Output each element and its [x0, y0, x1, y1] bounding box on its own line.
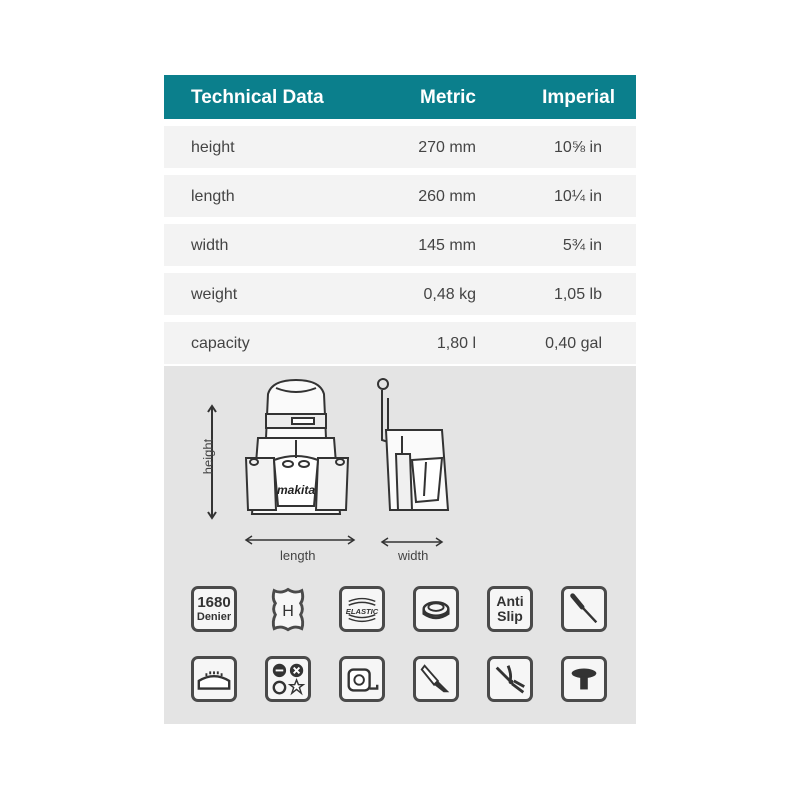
table-row	[164, 322, 636, 364]
row-metric-value: 145 mm	[418, 237, 476, 254]
row-metric-value: 260 mm	[418, 188, 476, 205]
anti-slip-icon	[487, 586, 533, 632]
screwdriver-icon	[561, 586, 607, 632]
width-label: width	[398, 548, 429, 563]
dimensions-and-features-panel	[164, 366, 636, 724]
table-header	[164, 75, 636, 119]
anti-slip-line2: Slip	[497, 608, 523, 624]
anti-slip-line1: Anti	[496, 593, 524, 609]
table-row	[164, 273, 636, 315]
row-metric-value: 0,48 kg	[423, 286, 476, 303]
technical-data-table	[164, 75, 636, 364]
header-imperial: Imperial	[542, 87, 615, 108]
row-imperial-value: 10¼ in	[553, 188, 602, 205]
height-label: height	[200, 438, 216, 475]
row-imperial-value: 1,05 lb	[553, 286, 602, 303]
row-imperial-value: 10⅝ in	[553, 139, 602, 156]
pouch-side-view	[372, 370, 472, 550]
pliers-icon	[487, 656, 533, 702]
knife-icon	[413, 656, 459, 702]
bit-holder-icon	[265, 656, 311, 702]
row-imperial-value: 0,40 gal	[545, 335, 602, 352]
leather-letter: H	[282, 601, 294, 620]
row-label: width	[191, 237, 229, 254]
header-metric: Metric	[420, 87, 476, 108]
leather-icon	[265, 586, 311, 632]
denier-unit: Denier	[196, 611, 232, 623]
row-label: weight	[191, 286, 238, 303]
ring-icon	[413, 586, 459, 632]
table-row	[164, 175, 636, 217]
denier-value: 1680	[197, 594, 231, 611]
table-row	[164, 126, 636, 168]
table-row	[164, 224, 636, 266]
tape-measure-icon	[339, 656, 385, 702]
row-metric-value: 270 mm	[418, 139, 476, 156]
row-label: height	[191, 139, 235, 156]
row-imperial-value: 5¾ in	[562, 237, 602, 254]
length-label: length	[280, 548, 316, 563]
row-label: length	[191, 188, 235, 205]
row-label: capacity	[191, 335, 250, 352]
header-technical-data: Technical Data	[191, 87, 324, 108]
brand-logo: makita	[276, 483, 316, 497]
elastic-icon	[339, 586, 385, 632]
elastic-label: ELASTIC	[345, 606, 379, 616]
magnet-icon	[561, 656, 607, 702]
row-metric-value: 1,80 l	[436, 335, 476, 352]
belt-clip-icon	[191, 656, 237, 702]
1680-denier-icon	[191, 586, 237, 632]
